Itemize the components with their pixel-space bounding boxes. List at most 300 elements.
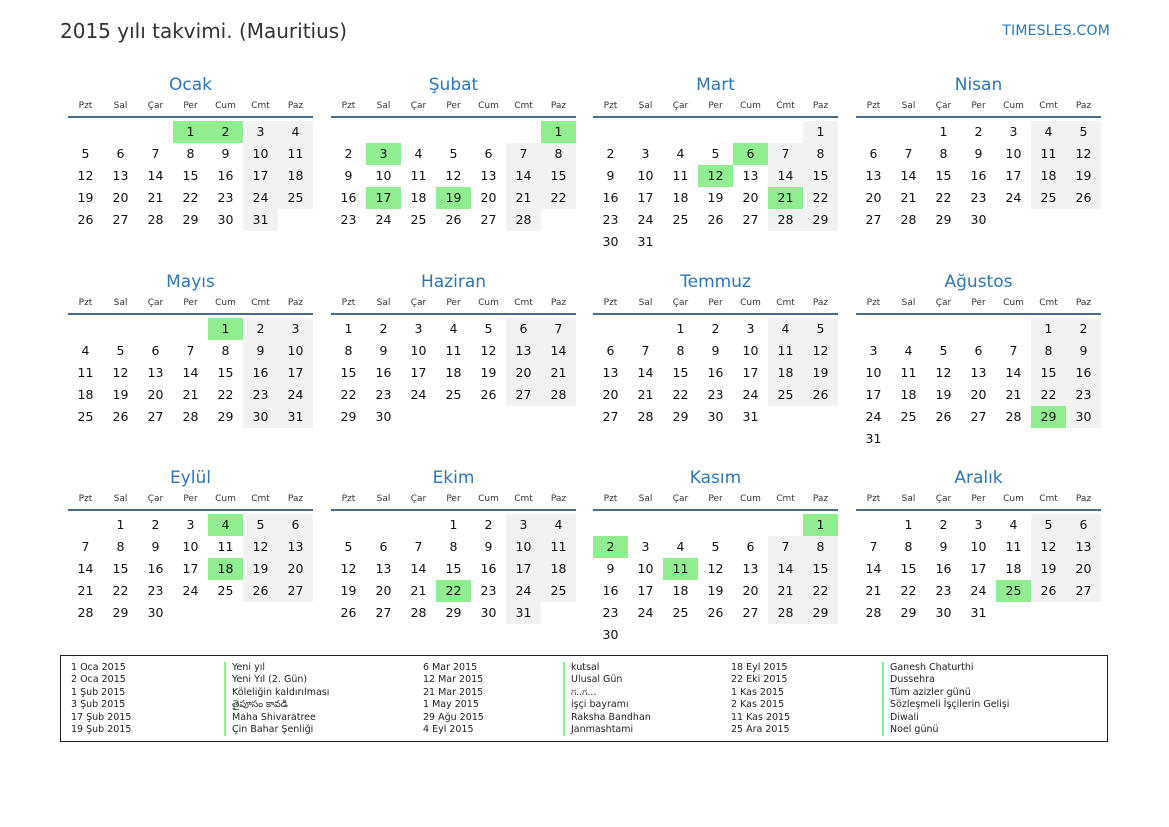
weekday-label: Paz	[550, 298, 567, 308]
day-cell: 4	[768, 318, 803, 340]
day-cell: 29	[445, 605, 462, 620]
empty-cell	[68, 318, 103, 340]
day-cell: 12	[445, 168, 462, 183]
weekday-header	[68, 492, 313, 511]
weekday-label: Sal	[376, 101, 391, 111]
day-cell: 3	[746, 321, 755, 336]
day-cell: 13	[742, 168, 759, 183]
day-cell: 18	[445, 365, 462, 380]
holiday-day-cell: 2	[208, 121, 243, 143]
days-grid	[856, 121, 1101, 231]
day-cell: 4	[904, 343, 913, 358]
day-cell: 22	[340, 387, 357, 402]
day-cell: 25	[672, 212, 689, 227]
day-cell: 4	[676, 146, 685, 161]
empty-cell	[103, 121, 138, 143]
day-cell: 9	[243, 340, 278, 362]
day-cell: 8	[939, 146, 948, 161]
holiday-name: Köleliğin kaldırılması	[232, 686, 330, 698]
day-cell: 13	[147, 365, 164, 380]
weekday-header	[68, 99, 313, 118]
day-cell: 24	[375, 212, 392, 227]
day-cell: 2	[484, 517, 493, 532]
days-grid	[331, 514, 576, 624]
weekday-label: Çar	[672, 494, 689, 504]
day-cell: 28	[900, 212, 917, 227]
month-name: Nisan	[954, 75, 1003, 95]
day-cell: 17	[243, 165, 278, 187]
day-cell: 26	[935, 409, 952, 424]
day-cell: 9	[344, 168, 353, 183]
day-cell: 27	[480, 212, 497, 227]
day-cell: 18	[900, 387, 917, 402]
day-cell: 8	[676, 343, 685, 358]
day-cell: 13	[506, 340, 541, 362]
day-cell: 18	[541, 558, 576, 580]
weekday-label: Sal	[638, 101, 653, 111]
day-cell: 25	[541, 580, 576, 602]
day-cell: 26	[340, 605, 357, 620]
day-cell: 20	[742, 190, 759, 205]
day-cell: 13	[480, 168, 497, 183]
day-cell: 6	[278, 514, 313, 536]
day-cell: 18	[77, 387, 94, 402]
weekday-label: Pzt	[866, 494, 881, 504]
weekday-header	[856, 492, 1101, 511]
day-cell: 17	[1005, 168, 1022, 183]
holiday-name: Çin Bahar Şenliği	[232, 723, 314, 735]
day-cell: 22	[803, 580, 838, 602]
day-cell: 23	[602, 212, 619, 227]
month-calendar	[593, 270, 838, 428]
holiday-name: işçi bayramı	[571, 699, 629, 711]
day-cell: 11	[1005, 539, 1022, 554]
day-cell: 5	[81, 146, 90, 161]
weekday-label: Cmt	[1039, 494, 1058, 504]
day-cell: 19	[1066, 165, 1101, 187]
day-cell: 4	[278, 121, 313, 143]
day-cell: 7	[151, 146, 160, 161]
holiday-date: 1 Kas 2015	[731, 686, 785, 698]
day-cell: 17	[970, 561, 987, 576]
day-cell: 23	[340, 212, 357, 227]
day-cell: 7	[641, 343, 650, 358]
holiday-dates-column-2	[423, 662, 484, 736]
day-cell: 20	[480, 190, 497, 205]
days-grid	[331, 318, 576, 428]
day-cell: 20	[970, 387, 987, 402]
day-cell: 20	[602, 387, 619, 402]
empty-cell	[663, 121, 698, 143]
day-cell: 14	[506, 165, 541, 187]
holiday-name: Yeni yıl	[232, 662, 265, 673]
holiday-names-column-3	[882, 662, 1009, 736]
holiday-names-column-1	[224, 662, 329, 736]
holiday-date: 4 Eyl 2015	[423, 723, 474, 735]
holiday-date: 2 Kas 2015	[731, 699, 785, 711]
weekday-label: Cmt	[514, 101, 533, 111]
day-cell: 17	[506, 558, 541, 580]
day-cell: 18	[768, 362, 803, 384]
weekday-label: Per	[446, 101, 461, 111]
day-cell: 9	[939, 539, 948, 554]
day-cell: 6	[151, 343, 160, 358]
empty-cell	[138, 121, 173, 143]
weekday-header	[68, 296, 313, 315]
day-cell: 21	[541, 362, 576, 384]
holiday-name: ಗ..ಗ...	[571, 686, 597, 698]
day-cell: 18	[672, 583, 689, 598]
holiday-names-column-2	[563, 662, 651, 736]
day-cell: 11	[1031, 143, 1066, 165]
weekday-label: Sal	[901, 494, 916, 504]
day-cell: 22	[900, 583, 917, 598]
holiday-date: 6 Mar 2015	[423, 662, 478, 673]
day-cell: 21	[865, 583, 882, 598]
day-cell: 3	[414, 321, 423, 336]
weekday-label: Pzt	[603, 494, 618, 504]
day-cell: 29	[182, 212, 199, 227]
weekday-label: Cum	[1003, 101, 1024, 111]
weekday-label: Paz	[1075, 101, 1092, 111]
day-cell: 24	[243, 187, 278, 209]
day-cell: 24	[970, 583, 987, 598]
day-cell: 14	[541, 340, 576, 362]
day-cell: 2	[151, 517, 160, 532]
day-cell: 28	[147, 212, 164, 227]
days-grid	[593, 514, 838, 646]
day-cell: 8	[904, 539, 913, 554]
holiday-date: 17 Şub 2015	[71, 711, 132, 723]
day-cell: 3	[641, 146, 650, 161]
empty-cell	[436, 121, 471, 143]
holiday-date: 18 Eyl 2015	[731, 662, 788, 673]
empty-cell	[891, 318, 926, 340]
month-name: Eylül	[169, 468, 212, 488]
day-cell: 2	[344, 146, 353, 161]
month-calendar	[593, 73, 838, 253]
weekday-label: Sal	[113, 298, 128, 308]
empty-cell	[768, 514, 803, 536]
holiday-name: Dussehra	[890, 674, 935, 686]
day-cell: 26	[243, 580, 278, 602]
day-cell: 30	[480, 605, 497, 620]
weekday-label: Per	[971, 101, 986, 111]
empty-cell	[138, 318, 173, 340]
weekday-label: Cmt	[251, 101, 270, 111]
day-cell: 9	[1066, 340, 1101, 362]
day-cell: 12	[340, 561, 357, 576]
month-name: Mart	[696, 75, 735, 95]
empty-cell	[173, 318, 208, 340]
day-cell: 4	[676, 539, 685, 554]
day-cell: 10	[865, 365, 882, 380]
empty-cell	[628, 514, 663, 536]
day-cell: 16	[217, 168, 234, 183]
day-cell: 5	[711, 146, 720, 161]
day-cell: 14	[410, 561, 427, 576]
day-cell: 31	[865, 431, 882, 446]
day-cell: 14	[1005, 365, 1022, 380]
day-cell: 26	[445, 212, 462, 227]
day-cell: 27	[1066, 580, 1101, 602]
brand-link[interactable]: TIMESLES.COM	[1002, 23, 1110, 39]
empty-cell	[331, 514, 366, 536]
day-cell: 31	[506, 602, 541, 624]
holiday-date: 1 Oca 2015	[71, 662, 126, 673]
day-cell: 17	[182, 561, 199, 576]
weekday-label: Pzt	[78, 298, 93, 308]
day-cell: 10	[410, 343, 427, 358]
day-cell: 30	[375, 409, 392, 424]
day-cell: 16	[480, 561, 497, 576]
day-cell: 20	[1066, 558, 1101, 580]
day-cell: 2	[974, 124, 983, 139]
weekday-label: Pzt	[603, 101, 618, 111]
day-cell: 15	[803, 165, 838, 187]
day-cell: 1	[803, 121, 838, 143]
day-cell: 4	[541, 514, 576, 536]
weekday-label: Cmt	[251, 494, 270, 504]
day-cell: 16	[375, 365, 392, 380]
day-cell: 14	[768, 558, 803, 580]
holiday-name: Maha Shivaratree	[232, 711, 316, 723]
day-cell: 21	[77, 583, 94, 598]
day-cell: 27	[375, 605, 392, 620]
day-cell: 17	[410, 365, 427, 380]
holiday-day-cell: 1	[541, 121, 576, 143]
day-cell: 14	[900, 168, 917, 183]
empty-cell	[961, 318, 996, 340]
day-cell: 3	[869, 343, 878, 358]
day-cell: 6	[746, 539, 755, 554]
day-cell: 10	[506, 536, 541, 558]
day-cell: 9	[711, 343, 720, 358]
day-cell: 27	[742, 212, 759, 227]
holiday-day-cell: 6	[733, 143, 768, 165]
day-cell: 6	[484, 146, 493, 161]
day-cell: 30	[243, 406, 278, 428]
day-cell: 26	[1066, 187, 1101, 209]
day-cell: 5	[803, 318, 838, 340]
weekday-header	[593, 296, 838, 315]
holiday-name: Sözleşmeli İşçilerin Gelişi	[890, 699, 1010, 711]
day-cell: 13	[112, 168, 129, 183]
day-cell: 14	[182, 365, 199, 380]
weekday-label: Cum	[478, 494, 499, 504]
month-calendar	[331, 270, 576, 428]
day-cell: 7	[541, 318, 576, 340]
holiday-date: 11 Kas 2015	[731, 711, 791, 723]
weekday-label: Per	[708, 298, 723, 308]
day-cell: 21	[1005, 387, 1022, 402]
weekday-label: Sal	[638, 298, 653, 308]
weekday-header	[593, 99, 838, 118]
holiday-name: Tüm azizler günü	[890, 686, 971, 698]
day-cell: 10	[375, 168, 392, 183]
day-cell: 18	[672, 190, 689, 205]
day-cell: 3	[506, 514, 541, 536]
empty-cell	[103, 318, 138, 340]
weekday-label: Paz	[812, 101, 829, 111]
day-cell: 4	[449, 321, 458, 336]
month-name: Ekim	[432, 468, 475, 488]
day-cell: 25	[900, 409, 917, 424]
weekday-label: Çar	[410, 101, 427, 111]
day-cell: 16	[147, 561, 164, 576]
day-cell: 17	[278, 362, 313, 384]
day-cell: 22	[1031, 384, 1066, 406]
holiday-date: 12 Mar 2015	[423, 674, 484, 686]
day-cell: 10	[278, 340, 313, 362]
weekday-label: Per	[708, 494, 723, 504]
weekday-label: Pzt	[603, 298, 618, 308]
day-cell: 9	[606, 168, 615, 183]
holiday-day-cell: 1	[803, 514, 838, 536]
day-cell: 20	[112, 190, 129, 205]
day-cell: 10	[637, 168, 654, 183]
weekday-label: Cum	[478, 101, 499, 111]
day-cell: 2	[606, 146, 615, 161]
weekday-label: Cum	[215, 101, 236, 111]
holiday-date: 2 Oca 2015	[71, 674, 126, 686]
day-cell: 17	[637, 583, 654, 598]
day-cell: 9	[606, 561, 615, 576]
month-calendar	[331, 466, 576, 624]
day-cell: 15	[445, 561, 462, 576]
weekday-label: Çar	[147, 494, 164, 504]
weekday-header	[593, 492, 838, 511]
day-cell: 17	[742, 365, 759, 380]
holiday-day-cell: 29	[1031, 406, 1066, 428]
day-cell: 23	[147, 583, 164, 598]
weekday-label: Paz	[550, 101, 567, 111]
day-cell: 1	[344, 321, 353, 336]
day-cell: 6	[1066, 514, 1101, 536]
holiday-name: Janmashtami	[571, 723, 634, 735]
day-cell: 15	[900, 561, 917, 576]
holiday-date: 29 Ağu 2015	[423, 711, 484, 723]
day-cell: 12	[1066, 143, 1101, 165]
day-cell: 12	[935, 365, 952, 380]
day-cell: 10	[243, 143, 278, 165]
holiday-dates-column-3	[731, 662, 790, 736]
day-cell: 28	[768, 602, 803, 624]
day-cell: 3	[974, 517, 983, 532]
weekday-label: Çar	[935, 298, 952, 308]
day-cell: 22	[541, 187, 576, 209]
day-cell: 25	[278, 187, 313, 209]
day-cell: 4	[1031, 121, 1066, 143]
weekday-header	[331, 296, 576, 315]
holiday-list	[60, 655, 1108, 742]
day-cell: 1	[449, 517, 458, 532]
empty-cell	[593, 318, 628, 340]
weekday-label: Pzt	[78, 101, 93, 111]
weekday-label: Sal	[901, 298, 916, 308]
day-cell: 23	[1066, 384, 1101, 406]
day-cell: 27	[742, 605, 759, 620]
day-cell: 7	[768, 536, 803, 558]
day-cell: 15	[340, 365, 357, 380]
day-cell: 30	[970, 212, 987, 227]
month-calendar	[331, 73, 576, 231]
day-cell: 24	[182, 583, 199, 598]
weekday-label: Per	[971, 298, 986, 308]
day-cell: 28	[637, 409, 654, 424]
day-cell: 16	[1066, 362, 1101, 384]
day-cell: 15	[803, 558, 838, 580]
day-cell: 13	[742, 561, 759, 576]
weekday-label: Çar	[672, 101, 689, 111]
day-cell: 16	[970, 168, 987, 183]
day-cell: 11	[217, 539, 234, 554]
day-cell: 16	[243, 362, 278, 384]
weekday-label: Cmt	[776, 494, 795, 504]
day-cell: 5	[344, 539, 353, 554]
holiday-day-cell: 19	[436, 187, 471, 209]
day-cell: 10	[1005, 146, 1022, 161]
day-cell: 5	[243, 514, 278, 536]
day-cell: 4	[1009, 517, 1018, 532]
weekday-label: Paz	[812, 494, 829, 504]
holiday-day-cell: 17	[366, 187, 401, 209]
weekday-label: Pzt	[866, 298, 881, 308]
day-cell: 24	[410, 387, 427, 402]
day-cell: 8	[449, 539, 458, 554]
holiday-date: 1 May 2015	[423, 699, 479, 711]
day-cell: 8	[803, 536, 838, 558]
day-cell: 10	[637, 561, 654, 576]
holiday-day-cell: 11	[663, 558, 698, 580]
weekday-label: Cum	[1003, 298, 1024, 308]
day-cell: 8	[1031, 340, 1066, 362]
day-cell: 12	[1031, 536, 1066, 558]
empty-cell	[856, 514, 891, 536]
day-cell: 19	[243, 558, 278, 580]
weekday-label: Paz	[287, 101, 304, 111]
empty-cell	[628, 318, 663, 340]
weekday-label: Pzt	[341, 494, 356, 504]
weekday-label: Sal	[376, 298, 391, 308]
day-cell: 7	[414, 539, 423, 554]
day-cell: 25	[217, 583, 234, 598]
day-cell: 17	[637, 190, 654, 205]
month-calendar	[856, 73, 1101, 231]
weekday-label: Per	[183, 101, 198, 111]
day-cell: 4	[414, 146, 423, 161]
day-cell: 31	[637, 234, 654, 249]
day-cell: 30	[147, 605, 164, 620]
day-cell: 20	[865, 190, 882, 205]
holiday-day-cell: 22	[436, 580, 471, 602]
days-grid	[593, 318, 838, 428]
day-cell: 5	[1066, 121, 1101, 143]
day-cell: 31	[970, 605, 987, 620]
day-cell: 27	[602, 409, 619, 424]
day-cell: 14	[865, 561, 882, 576]
day-cell: 4	[81, 343, 90, 358]
month-name: Temmuz	[680, 272, 751, 292]
weekday-label: Cum	[215, 298, 236, 308]
day-cell: 29	[217, 409, 234, 424]
day-cell: 22	[182, 190, 199, 205]
day-cell: 19	[707, 190, 724, 205]
day-cell: 15	[672, 365, 689, 380]
day-cell: 24	[1005, 190, 1022, 205]
day-cell: 5	[484, 321, 493, 336]
weekday-label: Çar	[672, 298, 689, 308]
